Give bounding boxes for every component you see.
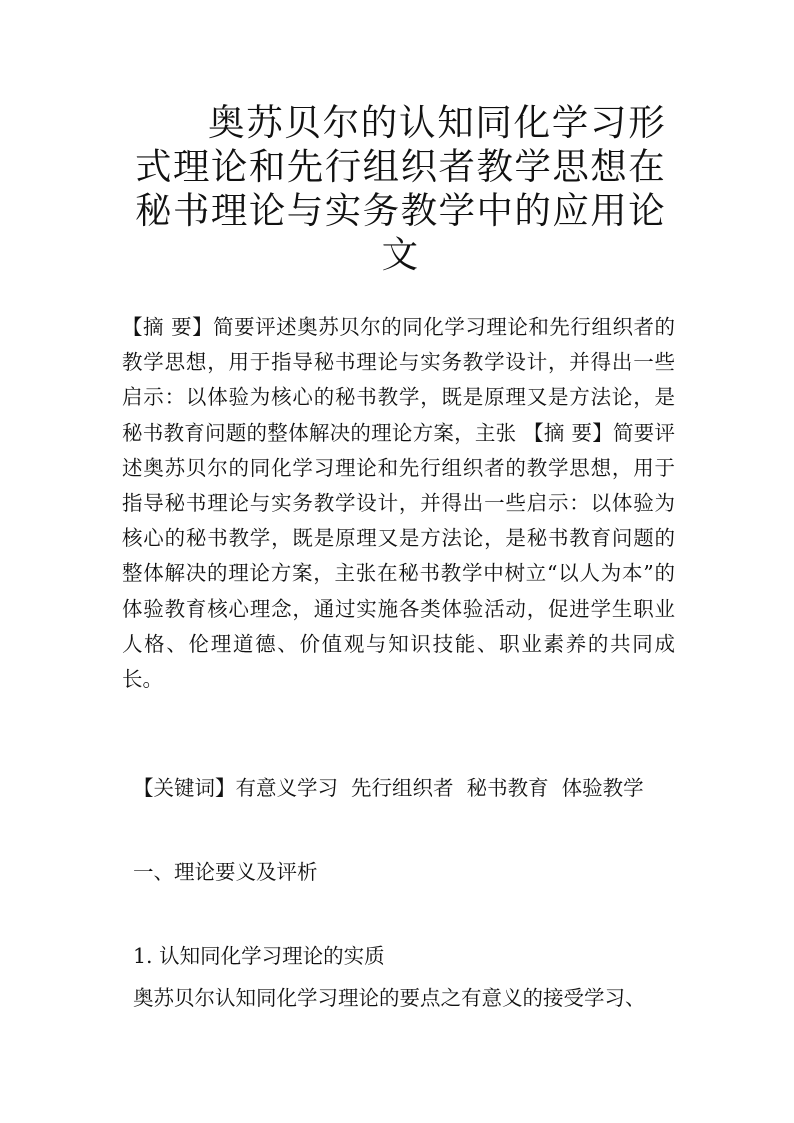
subsection-heading: 1. 认知同化学习理论的实质	[133, 944, 385, 968]
body-paragraph: 奥苏贝尔认知同化学习理论的要点之有意义的接受学习、	[133, 986, 646, 1010]
document-title: 奥苏贝尔的认知同化学习形式理论和先行组织者教学思想在秘书理论与实务教学中的应用论文	[135, 101, 665, 276]
keywords-line: 【关键词】有意义学习 先行组织者 秘书教育 体验教学	[133, 776, 644, 800]
section-heading: 一、理论要义及评析	[133, 860, 318, 884]
abstract-paragraph: 【摘 要】简要评述奥苏贝尔的同化学习理论和先行组织者的教学思想，用于指导秘书理论与实务教学设计，并得出一些启示：以体验为核心的秘书教学，既是原理又是方法论，是秘书教育问题的整体解决的理论方案，主张 【摘 要】简要评述奥苏贝尔的同化学习理论和先行组织者的教学思想，用于指导秘书理论与实务教学设计，并得出一些启示：以体验为核心的秘书教学，既是原理又是方法论，是秘书教育问题的整体解决的理论方案，主张在秘书教学中树立“以人为本”的体验教育核心理念，通过实施各类体验活动，促进学生职业人格、伦理道德、价值观与知识技能、职业素养的共同成长。	[122, 315, 675, 692]
